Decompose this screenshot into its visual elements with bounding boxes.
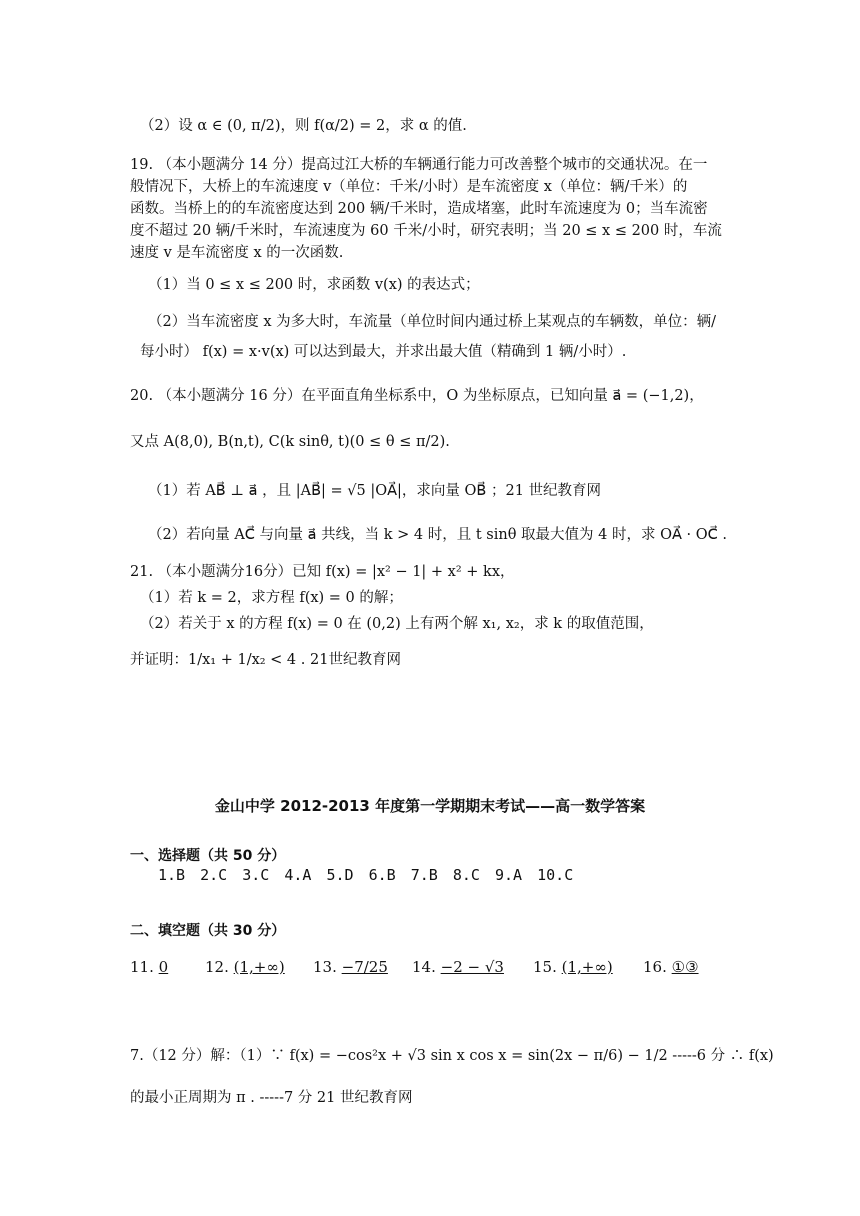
fill-answers: [130, 958, 750, 988]
q20-line2: 又点 A(8,0), B(n,t), C(k sinθ, t)(0 ≤ θ ≤ π/2).: [130, 434, 450, 450]
q19-line2: 般情况下，大桥上的车流速度 v（单位：千米/小时）是车流密度 x（单位：辆/千米）的: [130, 179, 688, 195]
fill-item-16: 16. ①③: [643, 958, 699, 976]
q19-part2b: 每小时） f(x) = x·v(x) 可以达到最大，并求出最大值（精确到 1 辆/小时）.: [140, 344, 627, 360]
fill-item-15: 15. (1,+∞): [533, 958, 613, 976]
q19-part2a: （2）当车流密度 x 为多大时，车流量（单位时间内通过桥上某观点的车辆数，单位：辆/: [148, 314, 717, 330]
fill-item-11: 11. 0: [130, 958, 169, 976]
fill-item-14: 14. −2 − √3: [412, 958, 504, 976]
choice-answers: 1.B 2.C 3.C 4.A 5.D 6.B 7.B 8.C 9.A 10.C: [158, 866, 574, 884]
section-fill-heading: 二、填空题（共 30 分）: [130, 923, 286, 939]
q19-line4: 度不超过 20 辆/千米时，车流速度为 60 千米/小时，研究表明；当 20 ≤ x ≤ 200 时，车流: [130, 223, 722, 239]
q19-part1: （1）当 0 ≤ x ≤ 200 时，求函数 v(x) 的表达式；: [148, 277, 480, 293]
q20-part1: （1）若 AB⃗ ⊥ a⃗ ，且 |AB⃗| = √5 |OA⃗|，求向量 OB⃗ ；21 世纪教育网: [148, 483, 602, 499]
fill-item-12: 12. (1,+∞): [205, 958, 285, 976]
q21-line1: 21. （本小题满分16分）已知 f(x) = |x² − 1| + x² + kx，: [130, 564, 515, 580]
q19-line1: 19. （本小题满分 14 分）提高过江大桥的车辆通行能力可改善整个城市的交通状况。在一: [130, 157, 708, 173]
q20-line1: 20. （本小题满分 16 分）在平面直角坐标系中，O 为坐标原点，已知向量 a⃗ = (−1,2)，: [130, 388, 704, 404]
fill-item-13: 13. −7/25: [313, 958, 388, 976]
q21-part2: （2）若关于 x 的方程 f(x) = 0 在 (0,2) 上有两个解 x₁, x₂，求 k 的取值范围，: [140, 616, 654, 632]
q21-part1: （1）若 k = 2，求方程 f(x) = 0 的解；: [140, 590, 403, 606]
section-choice-heading: 一、选择题（共 50 分）: [130, 848, 286, 864]
q20-part2: （2）若向量 AC⃗ 与向量 a⃗ 共线，当 k > 4 时，且 t sinθ 取最大值为 4 时，求 OA⃗ · OC⃗ .: [148, 527, 727, 543]
q17-solution-line1: 7.（12 分）解：（1）∵ f(x) = −cos²x + √3 sin x cos x = sin(2x − π/6) − 1/2 -----6 分 ∴ f(x): [130, 1048, 774, 1064]
q19-line5: 速度 v 是车流密度 x 的一次函数.: [130, 245, 344, 261]
q17-solution-line2: 的最小正周期为 π . -----7 分 21 世纪教育网: [130, 1090, 413, 1106]
answers-title: 金山中学 2012-2013 年度第一学期期末考试——高一数学答案: [214, 797, 646, 815]
q19-line3: 函数。当桥上的的车流密度达到 200 辆/千米时，造成堵塞，此时车流速度为 0；当车流密: [130, 201, 708, 217]
q21-proof: 并证明：1/x₁ + 1/x₂ < 4 . 21世纪教育网: [130, 652, 401, 668]
q18-part2: （2）设 α ∈ (0, π/2)，则 f(α/2) = 2，求 α 的值.: [140, 118, 467, 134]
